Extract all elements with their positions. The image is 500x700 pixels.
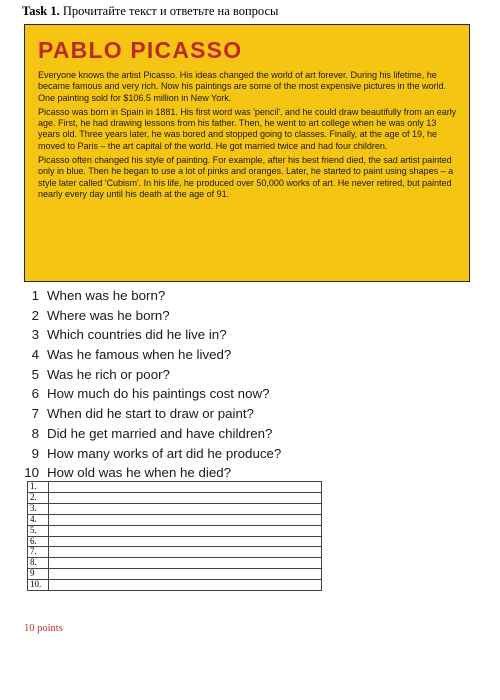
answer-cell[interactable] — [49, 492, 322, 503]
question-number: 4 — [31, 347, 39, 363]
question-item — [22, 444, 281, 464]
answer-number: 5. — [28, 525, 49, 536]
task-instruction: Прочитайте текст и ответьте на вопросы — [62, 4, 279, 18]
answer-number: 3. — [28, 503, 49, 514]
question-number: 2 — [31, 307, 39, 323]
question-item — [22, 345, 281, 365]
task-heading — [22, 4, 278, 19]
question-number: 8 — [31, 425, 39, 441]
question-number: 6 — [31, 386, 39, 402]
points-label: 10 points — [24, 623, 63, 634]
question-item — [22, 286, 281, 306]
passage-title: PABLO PICASSO — [38, 37, 243, 63]
answer-cell[interactable] — [49, 569, 322, 580]
table-row — [28, 525, 322, 536]
question-number: 1 — [31, 288, 39, 303]
table-row — [28, 482, 322, 493]
answer-cell[interactable] — [49, 547, 322, 558]
question-number: 3 — [31, 327, 39, 343]
question-list — [22, 286, 281, 483]
question-text: How old was he when he died? — [47, 465, 232, 481]
question-number: 10 — [24, 465, 39, 481]
table-row — [28, 503, 322, 514]
passage-paragraph-1: Everyone knows the artist Picasso. His ideas changed the world of art forever. During his lifetime, he became famous and very rich. Now his paintings are some of the most expensive pictures in the world. One painting sold for $106.5 million in New York. — [38, 70, 446, 103]
answer-number: 10. — [28, 580, 49, 591]
table-row — [28, 547, 322, 558]
answer-cell[interactable] — [49, 525, 322, 536]
question-item — [22, 384, 281, 404]
question-text: When did he start to draw or paint? — [47, 406, 254, 422]
question-text: Did he get married and have children? — [47, 425, 273, 441]
answer-cell[interactable] — [49, 482, 322, 493]
answer-cell[interactable] — [49, 558, 322, 569]
reading-passage-box — [24, 24, 470, 282]
table-row — [28, 558, 322, 569]
question-text: When was he born? — [47, 288, 166, 303]
table-row — [28, 514, 322, 525]
answer-table — [27, 481, 322, 591]
answer-cell[interactable] — [49, 514, 322, 525]
answer-number: 2. — [28, 492, 49, 503]
answer-number: 7. — [28, 547, 49, 558]
question-number: 9 — [31, 445, 39, 461]
table-row — [28, 536, 322, 547]
answer-number: 6. — [28, 536, 49, 547]
task-label: Task 1. — [22, 4, 60, 18]
question-text: Was he rich or poor? — [47, 366, 170, 382]
question-item — [22, 463, 281, 483]
question-text: How many works of art did he produce? — [47, 445, 282, 461]
question-number: 5 — [31, 366, 39, 382]
question-number: 7 — [31, 406, 39, 422]
question-item — [22, 325, 281, 345]
answer-number: 1. — [28, 482, 49, 493]
table-row — [28, 580, 322, 591]
question-item — [22, 306, 281, 326]
question-item — [22, 365, 281, 385]
passage-paragraph-3: Picasso often changed his style of painting. For example, after his best friend died, the sad artist painted only in blue. Then he began to use a lot of pinks and oranges. Later, he started to paint using shapes – a style later called 'Cubism'. In his life, he produced over 50,000 works of art. He never retired, but painted nearly every day until his death at the age of 91. — [38, 155, 454, 199]
answer-cell[interactable] — [49, 580, 322, 591]
question-text: How much do his paintings cost now? — [47, 386, 270, 402]
answer-number: 9 — [28, 569, 49, 580]
question-item — [22, 404, 281, 424]
question-text: Where was he born? — [47, 307, 170, 323]
question-item — [22, 424, 281, 444]
question-text: Was he famous when he lived? — [47, 347, 232, 363]
answer-number: 8. — [28, 558, 49, 569]
passage-paragraph-2: Picasso was born in Spain in 1881. His first word was 'pencil', and he could draw beautifully from an early age. First, he had drawing lessons from his father. Then, he went to art college when he was only 13 years old. Three years later, he was bored and stopped going to classes. Finally, at the age of 19, he moved to Paris – the art capital of the world. He got married twice and had four children. — [38, 106, 457, 151]
question-text: Which countries did he live in? — [47, 327, 227, 343]
table-row — [28, 492, 322, 503]
answer-cell[interactable] — [49, 536, 322, 547]
answer-number: 4. — [28, 514, 49, 525]
answer-cell[interactable] — [49, 503, 322, 514]
table-row — [28, 569, 322, 580]
